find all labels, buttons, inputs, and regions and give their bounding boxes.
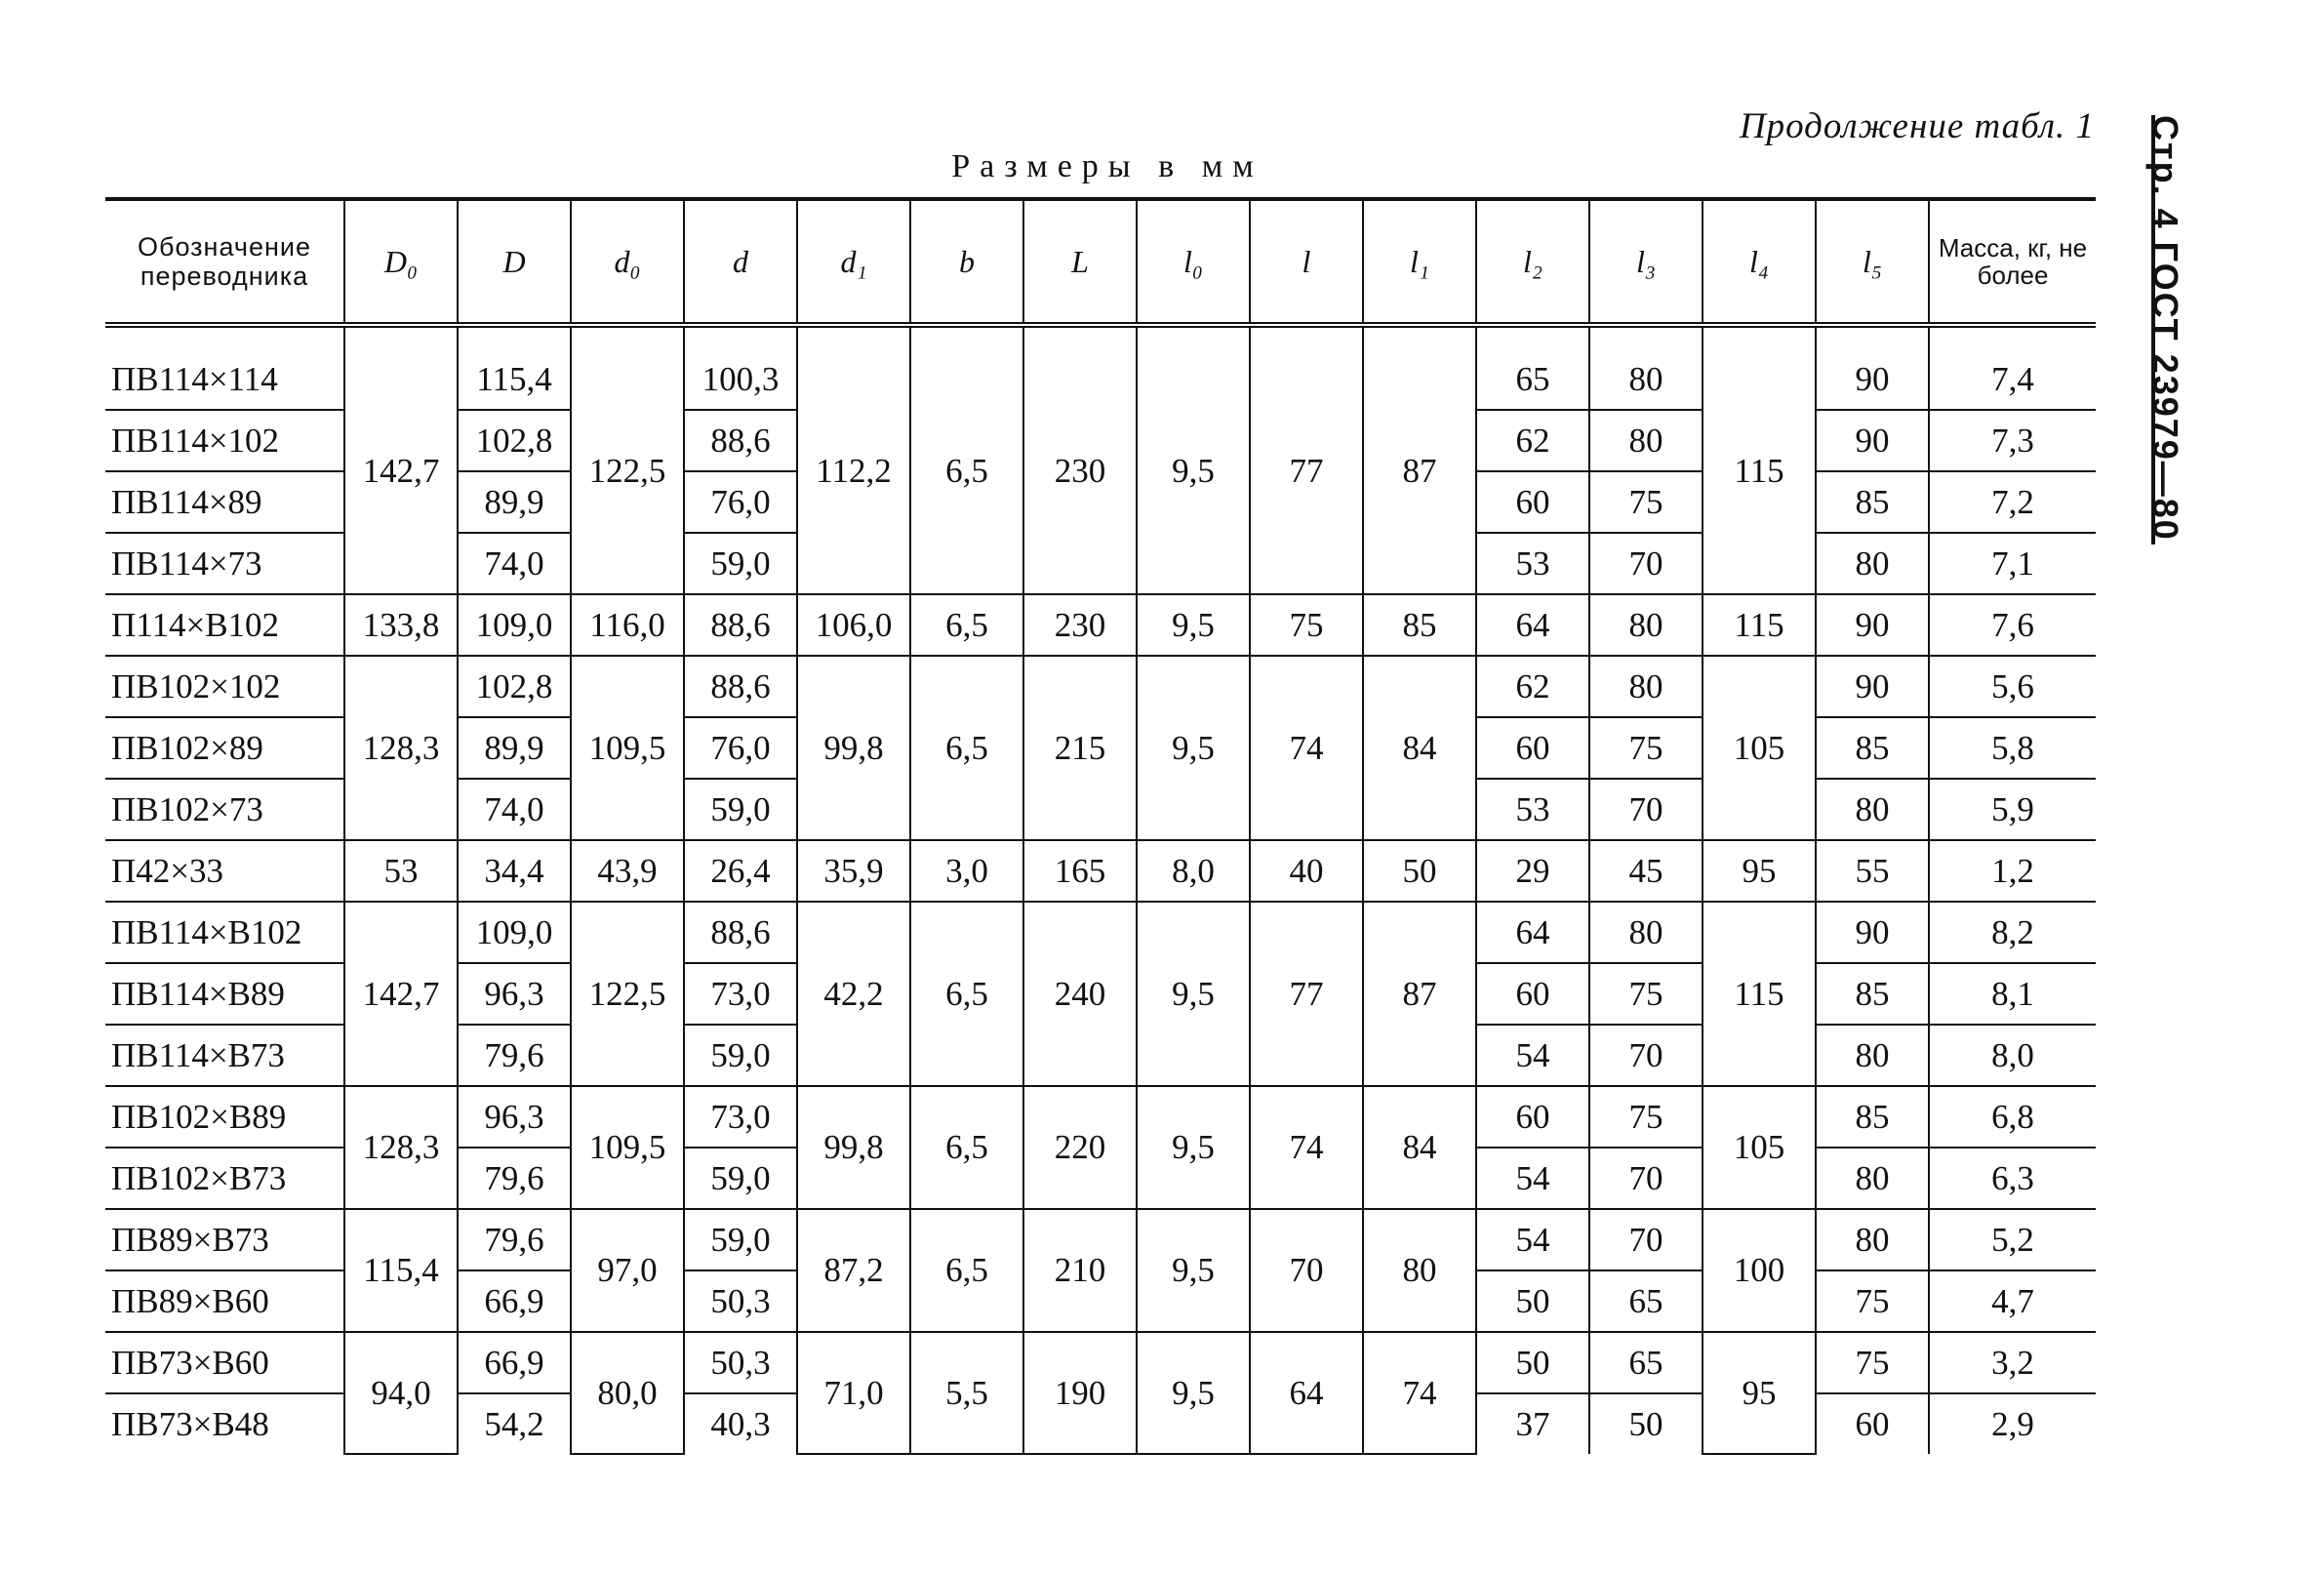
cell-l1: 84 (1363, 656, 1476, 840)
cell-l2: 53 (1476, 779, 1589, 840)
cell-d0: 122,5 (571, 325, 684, 594)
cell-D: 66,9 (458, 1270, 571, 1332)
cell-name: ПВ102×102 (105, 656, 344, 717)
cell-l: 74 (1250, 1086, 1363, 1209)
cell-d: 59,0 (684, 779, 797, 840)
table-row (105, 325, 2096, 410)
cell-d1: 71,0 (797, 1332, 910, 1454)
cell-l5: 90 (1816, 410, 1929, 471)
cell-d1: 87,2 (797, 1209, 910, 1332)
cell-name: ПВ114×В89 (105, 963, 344, 1025)
units-label: Размеры в мм (951, 148, 1263, 184)
cell-b: 3,0 (910, 840, 1023, 902)
header-l4: l₄ (1703, 199, 1816, 325)
cell-l2: 60 (1476, 1086, 1589, 1148)
header-l1: l₁ (1363, 199, 1476, 325)
cell-d1: 42,2 (797, 902, 910, 1086)
cell-d0: 80,0 (571, 1332, 684, 1454)
header-d: d (684, 199, 797, 325)
cell-b: 6,5 (910, 1086, 1023, 1209)
cell-l0: 9,5 (1137, 1086, 1250, 1209)
cell-l5: 60 (1816, 1393, 1929, 1454)
cell-mass: 7,3 (1929, 410, 2096, 471)
cell-mass: 7,2 (1929, 471, 2096, 533)
cell-l5: 80 (1816, 1025, 1929, 1086)
cell-name: ПВ114×В73 (105, 1025, 344, 1086)
cell-D: 115,4 (458, 325, 571, 410)
cell-D: 109,0 (458, 902, 571, 963)
cell-l0: 9,5 (1137, 594, 1250, 656)
cell-L: 210 (1023, 1209, 1137, 1332)
cell-l1: 87 (1363, 325, 1476, 594)
cell-D0: 53 (344, 840, 458, 902)
cell-l3: 75 (1589, 963, 1703, 1025)
cell-b: 6,5 (910, 656, 1023, 840)
cell-D: 79,6 (458, 1148, 571, 1209)
page-standard-label: Стр. 4 ГОСТ 23979—80 (2145, 115, 2185, 542)
cell-l5: 90 (1816, 656, 1929, 717)
cell-l2: 29 (1476, 840, 1589, 902)
cell-l5: 85 (1816, 717, 1929, 779)
cell-name: ПВ89×В60 (105, 1270, 344, 1332)
cell-mass: 8,2 (1929, 902, 2096, 963)
cell-l: 64 (1250, 1332, 1363, 1454)
header-D: D (458, 199, 571, 325)
cell-l1: 84 (1363, 1086, 1476, 1209)
cell-d1: 112,2 (797, 325, 910, 594)
table-continuation-caption: Продолжение табл. 1 (1739, 106, 2095, 146)
cell-name: ПВ114×102 (105, 410, 344, 471)
cell-name: ПВ73×В48 (111, 1404, 269, 1443)
cell-b: 6,5 (910, 902, 1023, 1086)
cell-D: 74,0 (458, 533, 571, 594)
cell-d: 88,6 (684, 410, 797, 471)
cell-mass: 6,8 (1929, 1086, 2096, 1148)
cell-l0: 8,0 (1137, 840, 1250, 902)
cell-d0: 43,9 (571, 840, 684, 902)
table-row (105, 1086, 2096, 1148)
cell-D: 34,4 (458, 840, 571, 902)
header-b: b (910, 199, 1023, 325)
table-row (105, 594, 2096, 656)
cell-l3: 80 (1589, 594, 1703, 656)
cell-mass: 7,4 (1929, 325, 2096, 410)
cell-d: 73,0 (684, 1086, 797, 1148)
cell-L: 240 (1023, 902, 1137, 1086)
cell-l4: 105 (1703, 656, 1816, 840)
cell-b: 6,5 (910, 1209, 1023, 1332)
table-row (105, 1332, 2096, 1393)
cell-name: ПВ114×114 (105, 325, 344, 410)
cell-name: ПВ114×73 (105, 533, 344, 594)
cell-l5: 85 (1816, 471, 1929, 533)
cell-D: 79,6 (458, 1209, 571, 1270)
cell-l3: 75 (1589, 471, 1703, 533)
cell-l5: 75 (1816, 1270, 1929, 1332)
cell-mass: 2,9 (1929, 1393, 2096, 1454)
cell-l2: 37 (1476, 1393, 1589, 1454)
cell-D: 109,0 (458, 594, 571, 656)
cell-l: 70 (1250, 1209, 1363, 1332)
cell-d: 59,0 (684, 1025, 797, 1086)
cell-D: 54,2 (458, 1393, 571, 1454)
cell-name: ПВ73×В60 (105, 1332, 344, 1393)
cell-l: 74 (1250, 656, 1363, 840)
cell-D: 102,8 (458, 410, 571, 471)
cell-l4: 115 (1703, 594, 1816, 656)
cell-l2: 50 (1476, 1332, 1589, 1393)
cell-mass: 5,2 (1929, 1209, 2096, 1270)
cell-d: 73,0 (684, 963, 797, 1025)
cell-D0: 133,8 (344, 594, 458, 656)
cell-l2: 65 (1476, 325, 1589, 410)
cell-D: 66,9 (458, 1332, 571, 1393)
cell-d: 59,0 (684, 1148, 797, 1209)
cell-l3: 80 (1589, 325, 1703, 410)
header-mass: Масса, кг, не более (1929, 199, 2096, 325)
table-row (105, 656, 2096, 717)
cell-l3: 70 (1589, 533, 1703, 594)
header-d0: d₀ (571, 199, 684, 325)
cell-d: 88,6 (684, 594, 797, 656)
cell-l2: 54 (1476, 1209, 1589, 1270)
table-row (105, 1209, 2096, 1270)
cell-l2: 60 (1476, 963, 1589, 1025)
cell-L: 230 (1023, 325, 1137, 594)
cell-mass: 7,1 (1929, 533, 2096, 594)
cell-d1: 35,9 (797, 840, 910, 902)
cell-mass: 1,2 (1929, 840, 2096, 902)
cell-mass: 7,6 (1929, 594, 2096, 656)
cell-l4: 95 (1703, 1332, 1816, 1454)
cell-l: 77 (1250, 325, 1363, 594)
cell-b: 6,5 (910, 594, 1023, 656)
cell-d: 76,0 (684, 471, 797, 533)
cell-l4: 95 (1703, 840, 1816, 902)
cell-l3: 80 (1589, 410, 1703, 471)
cell-d0: 109,5 (571, 1086, 684, 1209)
cell-l1: 85 (1363, 594, 1476, 656)
cell-L: 165 (1023, 840, 1137, 902)
table-row (105, 902, 2096, 963)
cell-l4: 115 (1703, 325, 1816, 594)
cell-D: 96,3 (458, 963, 571, 1025)
cell-D0: 115,4 (344, 1209, 458, 1332)
header-l: l (1250, 199, 1363, 325)
cell-L: 220 (1023, 1086, 1137, 1209)
cell-d: 40,3 (684, 1393, 797, 1454)
cell-l3: 70 (1589, 1209, 1703, 1270)
cell-l3: 50 (1589, 1393, 1703, 1454)
cell-l: 40 (1250, 840, 1363, 902)
cell-d1: 99,8 (797, 1086, 910, 1209)
cell-l3: 75 (1589, 1086, 1703, 1148)
header-D0: D₀ (344, 199, 458, 325)
cell-l0: 9,5 (1137, 1209, 1250, 1332)
cell-l2: 64 (1476, 594, 1589, 656)
cell-name: ПВ114×89 (105, 471, 344, 533)
cell-l: 77 (1250, 902, 1363, 1086)
cell-d1: 106,0 (797, 594, 910, 656)
cell-D: 79,6 (458, 1025, 571, 1086)
cell-l3: 70 (1589, 779, 1703, 840)
cell-D: 89,9 (458, 717, 571, 779)
cell-l0: 9,5 (1137, 325, 1250, 594)
cell-D: 96,3 (458, 1086, 571, 1148)
cell-l5: 80 (1816, 1209, 1929, 1270)
cell-d0: 116,0 (571, 594, 684, 656)
cell-mass: 5,6 (1929, 656, 2096, 717)
cell-L: 230 (1023, 594, 1137, 656)
cell-b: 5,5 (910, 1332, 1023, 1454)
cell-l3: 70 (1589, 1148, 1703, 1209)
cell-l: 75 (1250, 594, 1363, 656)
cell-d: 50,3 (684, 1332, 797, 1393)
cell-l1: 74 (1363, 1332, 1476, 1454)
cell-D0: 128,3 (344, 656, 458, 840)
cell-d: 100,3 (684, 325, 797, 410)
cell-d: 59,0 (684, 533, 797, 594)
cell-d0: 122,5 (571, 902, 684, 1086)
header-L: L (1023, 199, 1137, 325)
cell-l3: 65 (1589, 1332, 1703, 1393)
cell-l2: 54 (1476, 1025, 1589, 1086)
cell-mass: 8,1 (1929, 963, 2096, 1025)
cell-l2: 60 (1476, 717, 1589, 779)
cell-l3: 75 (1589, 717, 1703, 779)
cell-l5: 90 (1816, 902, 1929, 963)
cell-l0: 9,5 (1137, 656, 1250, 840)
cell-name: ПВ114×В102 (105, 902, 344, 963)
cell-l2: 50 (1476, 1270, 1589, 1332)
table-row (105, 840, 2096, 902)
cell-name: П114×В102 (105, 594, 344, 656)
cell-l3: 45 (1589, 840, 1703, 902)
cell-l0: 9,5 (1137, 902, 1250, 1086)
cell-mass: 5,9 (1929, 779, 2096, 840)
cell-d: 50,3 (684, 1270, 797, 1332)
cell-L: 215 (1023, 656, 1137, 840)
cell-l2: 60 (1476, 471, 1589, 533)
cell-l3: 80 (1589, 902, 1703, 963)
header-d1: d₁ (797, 199, 910, 325)
cell-l2: 64 (1476, 902, 1589, 963)
cell-d: 76,0 (684, 717, 797, 779)
cell-mass: 4,7 (1929, 1270, 2096, 1332)
cell-l3: 65 (1589, 1270, 1703, 1332)
cell-l5: 85 (1816, 1086, 1929, 1148)
header-l2: l₂ (1476, 199, 1589, 325)
cell-l2: 62 (1476, 656, 1589, 717)
cell-d: 88,6 (684, 656, 797, 717)
cell-L: 190 (1023, 1332, 1137, 1454)
adapter-dimensions-table (105, 197, 2096, 1455)
header-name: Обозначение переводника (105, 199, 344, 325)
cell-name: П42×33 (105, 840, 344, 902)
cell-d0: 97,0 (571, 1209, 684, 1332)
cell-l5: 90 (1816, 594, 1929, 656)
cell-l5: 75 (1816, 1332, 1929, 1393)
cell-l1: 50 (1363, 840, 1476, 902)
cell-D0: 142,7 (344, 902, 458, 1086)
cell-l5: 80 (1816, 1148, 1929, 1209)
cell-mass: 3,2 (1929, 1332, 2096, 1393)
header-l5: l₅ (1816, 199, 1929, 325)
cell-l5: 80 (1816, 533, 1929, 594)
cell-l5: 85 (1816, 963, 1929, 1025)
cell-d: 88,6 (684, 902, 797, 963)
table-header-row (105, 199, 2096, 325)
cell-D: 102,8 (458, 656, 571, 717)
cell-l1: 87 (1363, 902, 1476, 1086)
cell-l1: 80 (1363, 1209, 1476, 1332)
cell-l4: 105 (1703, 1086, 1816, 1209)
cell-name: ПВ102×В89 (105, 1086, 344, 1148)
cell-l0: 9,5 (1137, 1332, 1250, 1454)
cell-l5: 90 (1816, 325, 1929, 410)
cell-name: ПВ89×В73 (105, 1209, 344, 1270)
cell-l3: 70 (1589, 1025, 1703, 1086)
cell-l5: 80 (1816, 779, 1929, 840)
header-l3: l₃ (1589, 199, 1703, 325)
cell-name: ПВ102×В73 (105, 1148, 344, 1209)
cell-d: 26,4 (684, 840, 797, 902)
cell-b: 6,5 (910, 325, 1023, 594)
table-body (105, 325, 2096, 1454)
cell-D0: 94,0 (344, 1332, 458, 1454)
cell-D0: 142,7 (344, 325, 458, 594)
cell-l4: 115 (1703, 902, 1816, 1086)
cell-mass: 8,0 (1929, 1025, 2096, 1086)
cell-D0: 128,3 (344, 1086, 458, 1209)
cell-d0: 109,5 (571, 656, 684, 840)
cell-mass: 6,3 (1929, 1148, 2096, 1209)
cell-D: 74,0 (458, 779, 571, 840)
cell-name: ПВ102×73 (105, 779, 344, 840)
cell-l2: 62 (1476, 410, 1589, 471)
header-l0: l₀ (1137, 199, 1250, 325)
cell-l4: 100 (1703, 1209, 1816, 1332)
cell-l2: 53 (1476, 533, 1589, 594)
cell-l5: 55 (1816, 840, 1929, 902)
cell-name: ПВ102×89 (105, 717, 344, 779)
cell-mass: 5,8 (1929, 717, 2096, 779)
cell-d1: 99,8 (797, 656, 910, 840)
cell-d: 59,0 (684, 1209, 797, 1270)
cell-l2: 54 (1476, 1148, 1589, 1209)
cell-l3: 80 (1589, 656, 1703, 717)
cell-D: 89,9 (458, 471, 571, 533)
